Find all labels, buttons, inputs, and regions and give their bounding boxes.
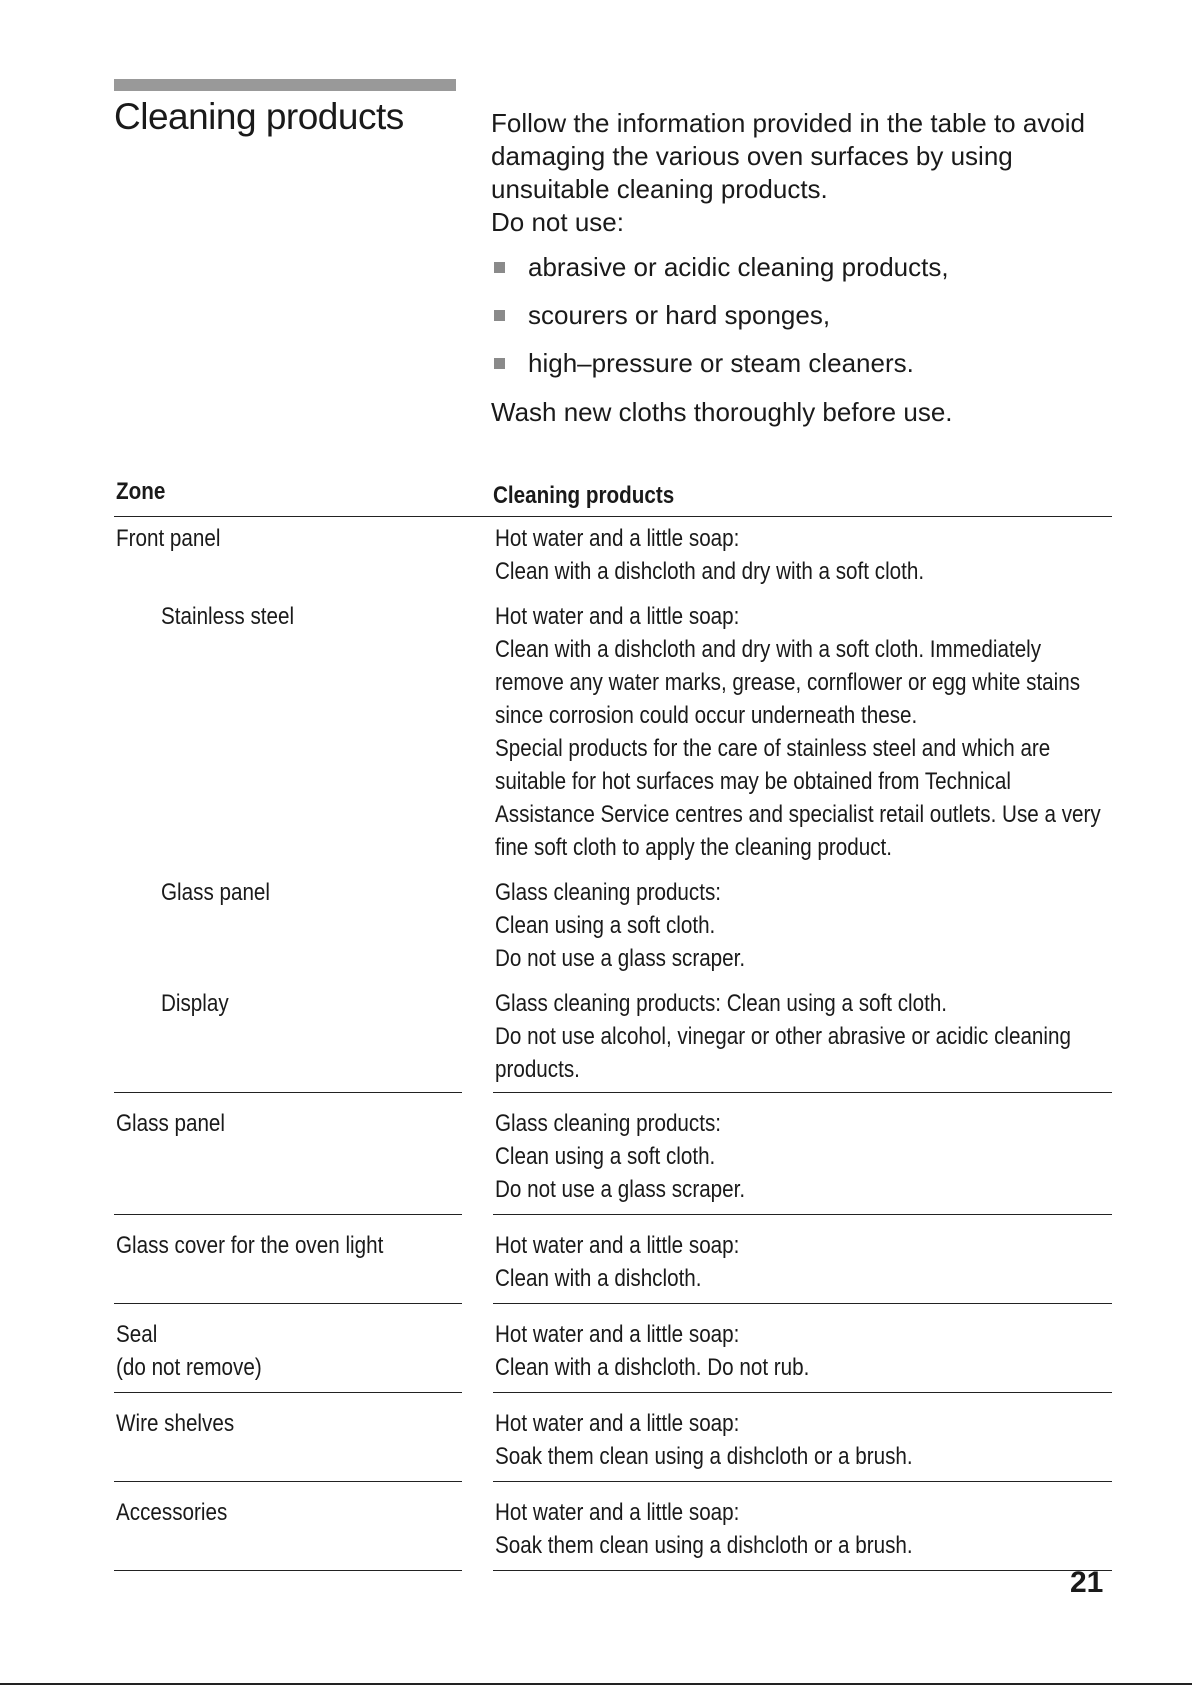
products-text: Hot water and a little soap: Clean with a dishcloth and dry with a soft cloth. Immediately remove any water marks, grease, cornflower or egg white stains since corrosion could occur underneath these. Special products for the care of stainless steel and which are suitable for hot surfaces may be obtained from Technical Assistance Service centres and specialist retail outlets. Use a very fine soft cloth to apply the cleaning product.	[495, 603, 1101, 861]
products-cell	[493, 594, 1112, 870]
list-item	[491, 347, 1111, 380]
square-bullet-icon	[494, 358, 505, 369]
products-column-header: Cleaning products	[493, 482, 675, 509]
zone-cell	[114, 1482, 462, 1571]
zone-cell	[114, 981, 462, 1093]
products-cell	[493, 1304, 1112, 1393]
zone-cell	[114, 517, 462, 594]
table-row	[114, 517, 1112, 594]
zone-cell	[114, 1215, 462, 1304]
zone-cell	[114, 594, 462, 870]
bullet-text: abrasive or acidic cleaning products,	[528, 252, 949, 282]
wash-note: Wash new cloths thoroughly before use.	[491, 397, 953, 427]
table-row	[114, 1215, 1112, 1304]
table-row	[114, 981, 1112, 1093]
table-row	[114, 1304, 1112, 1393]
products-cell	[493, 517, 1112, 594]
products-text: Glass cleaning products: Clean using a soft cloth. Do not use a glass scraper.	[495, 879, 746, 972]
square-bullet-icon	[494, 310, 505, 321]
products-text: Glass cleaning products: Clean using a soft cloth. Do not use alcohol, vinegar or other abrasive or acidic cleaning products.	[495, 990, 1071, 1083]
zone-text: Front panel	[116, 525, 221, 552]
products-text: Hot water and a little soap: Soak them clean using a dishcloth or a brush.	[495, 1410, 913, 1470]
zone-cell	[114, 870, 462, 981]
zone-text: Seal (do not remove)	[116, 1321, 262, 1381]
bullet-text: high–pressure or steam cleaners.	[528, 348, 914, 378]
zone-text: Accessories	[116, 1499, 228, 1526]
zone-cell	[114, 1304, 462, 1393]
products-cell	[493, 1482, 1112, 1571]
intro-section	[491, 107, 1111, 429]
products-text: Hot water and a little soap: Clean with a dishcloth and dry with a soft cloth.	[495, 525, 925, 585]
page-number: 21	[1070, 1566, 1104, 1599]
products-cell	[493, 1093, 1112, 1215]
products-text: Glass cleaning products: Clean using a soft cloth. Do not use a glass scraper.	[495, 1110, 746, 1203]
cleaning-table	[114, 470, 1112, 1571]
table-row	[114, 1393, 1112, 1482]
zone-text: Glass panel	[116, 1110, 226, 1137]
square-bullet-icon	[494, 262, 505, 273]
title-bar	[114, 79, 456, 91]
zone-cell	[114, 1393, 462, 1482]
products-cell	[493, 981, 1112, 1093]
products-text: Hot water and a little soap: Clean with a dishcloth.	[495, 1232, 740, 1292]
products-text: Hot water and a little soap: Clean with a dishcloth. Do not rub.	[495, 1321, 810, 1381]
zone-text: Wire shelves	[116, 1410, 235, 1437]
table-row	[114, 594, 1112, 870]
zone-cell	[114, 1093, 462, 1215]
table-row	[114, 870, 1112, 981]
zone-text: Glass panel	[161, 879, 271, 906]
table-header	[114, 470, 1112, 517]
products-text: Hot water and a little soap: Soak them clean using a dishcloth or a brush.	[495, 1499, 913, 1559]
page-title: Cleaning products	[114, 96, 404, 137]
table-row	[114, 1093, 1112, 1215]
zone-column-header: Zone	[116, 478, 166, 505]
do-not-use-list	[491, 251, 1111, 380]
table-row	[114, 1482, 1112, 1571]
zone-text: Stainless steel	[161, 603, 295, 630]
products-cell	[493, 870, 1112, 981]
list-item	[491, 251, 1111, 284]
products-cell	[493, 1215, 1112, 1304]
do-not-use-label: Do not use:	[491, 207, 624, 237]
products-cell	[493, 1393, 1112, 1482]
zone-text: Glass cover for the oven light	[116, 1232, 384, 1259]
bullet-text: scourers or hard sponges,	[528, 300, 831, 330]
intro-paragraph: Follow the information provided in the table to avoid damaging the various oven surfaces by using unsuitable cleaning products.	[491, 108, 1086, 204]
list-item	[491, 299, 1111, 332]
zone-text: Display	[161, 990, 229, 1017]
